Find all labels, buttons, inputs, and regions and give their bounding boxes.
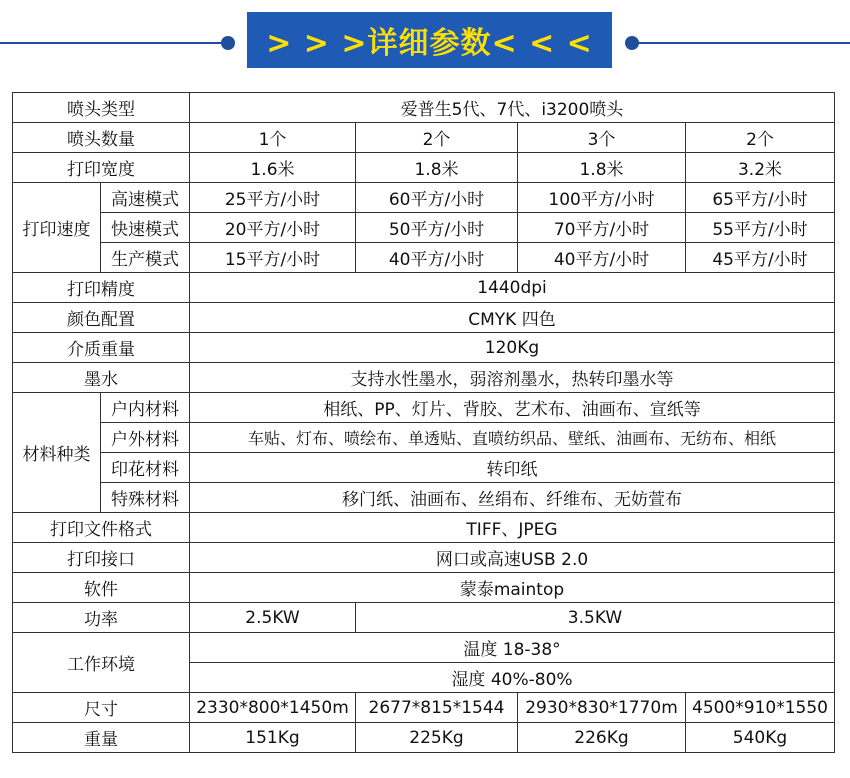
row-label-file-format: 打印文件格式: [13, 513, 190, 543]
speed-mode-label: 快速模式: [101, 213, 190, 243]
weight-cell: 226Kg: [518, 723, 686, 753]
nozzle-count-cell: 3个: [518, 123, 686, 153]
row-label-print-speed: 打印速度: [13, 183, 101, 273]
row-label-precision: 打印精度: [13, 273, 190, 303]
software-value: 蒙泰maintop: [190, 573, 835, 603]
table-row: [13, 393, 835, 423]
row-label-software: 软件: [13, 573, 190, 603]
print-width-cell: 1.6米: [190, 153, 356, 183]
table-row: [13, 93, 835, 123]
size-cell: 2930*830*1770m: [518, 693, 686, 723]
media-weight-value: 120Kg: [190, 333, 835, 363]
weight-cell: 540Kg: [686, 723, 835, 753]
table-row: [13, 123, 835, 153]
table-row: [13, 363, 835, 393]
table-row: [13, 543, 835, 573]
table-row: [13, 243, 835, 273]
material-type-label: 户外材料: [101, 423, 190, 453]
table-row: [13, 453, 835, 483]
size-cell: 2677*815*1544: [356, 693, 518, 723]
row-label-nozzle-count: 喷头数量: [13, 123, 190, 153]
table-row: [13, 513, 835, 543]
file-format-value: TIFF、JPEG: [190, 513, 835, 543]
row-label-materials: 材料种类: [13, 393, 101, 513]
power-cell: 2.5KW: [190, 603, 356, 633]
row-label-power: 功率: [13, 603, 190, 633]
material-type-label: 特殊材料: [101, 483, 190, 513]
row-label-ink: 墨水: [13, 363, 190, 393]
header-left-line: [0, 42, 225, 44]
table-row: [13, 213, 835, 243]
speed-cell: 15平方/小时: [190, 243, 356, 273]
row-label-interface: 打印接口: [13, 543, 190, 573]
print-width-cell: 1.8米: [356, 153, 518, 183]
speed-cell: 25平方/小时: [190, 183, 356, 213]
environment-humidity: 湿度 40%-80%: [190, 663, 835, 693]
row-label-media-weight: 介质重量: [13, 333, 190, 363]
table-row: [13, 183, 835, 213]
speed-cell: 60平方/小时: [356, 183, 518, 213]
speed-cell: 45平方/小时: [686, 243, 835, 273]
row-label-size: 尺寸: [13, 693, 190, 723]
row-label-color-config: 颜色配置: [13, 303, 190, 333]
material-value: 车贴、灯布、喷绘布、单透贴、直喷纺织品、壁纸、油画布、无纺布、相纸: [190, 423, 835, 453]
section-title: > > >详细参数< < <: [247, 12, 612, 68]
environment-temperature: 温度 18-38°: [190, 633, 835, 663]
material-value: 移门纸、油画布、丝绢布、纤维布、无妨萱布: [190, 483, 835, 513]
speed-cell: 20平方/小时: [190, 213, 356, 243]
table-row: [13, 723, 835, 753]
table-row: [13, 303, 835, 333]
nozzle-count-cell: 1个: [190, 123, 356, 153]
row-label-print-width: 打印宽度: [13, 153, 190, 183]
table-row: [13, 423, 835, 453]
speed-cell: 40平方/小时: [356, 243, 518, 273]
color-config-value: CMYK 四色: [190, 303, 835, 333]
speed-mode-label: 高速模式: [101, 183, 190, 213]
table-row: [13, 153, 835, 183]
table-row: [13, 273, 835, 303]
header-right-line: [636, 42, 850, 44]
row-label-environment: 工作环境: [13, 633, 190, 693]
table-row: [13, 603, 835, 633]
speed-cell: 50平方/小时: [356, 213, 518, 243]
speed-cell: 70平方/小时: [518, 213, 686, 243]
row-label-nozzle-type: 喷头类型: [13, 93, 190, 123]
weight-cell: 225Kg: [356, 723, 518, 753]
spec-table: [12, 92, 835, 753]
table-row: [13, 483, 835, 513]
section-header: [0, 0, 850, 80]
material-type-label: 印花材料: [101, 453, 190, 483]
interface-value: 网口或高速USB 2.0: [190, 543, 835, 573]
nozzle-count-cell: 2个: [356, 123, 518, 153]
row-label-weight: 重量: [13, 723, 190, 753]
table-row: [13, 693, 835, 723]
speed-cell: 40平方/小时: [518, 243, 686, 273]
speed-cell: 65平方/小时: [686, 183, 835, 213]
table-row: [13, 333, 835, 363]
weight-cell: 151Kg: [190, 723, 356, 753]
nozzle-count-cell: 2个: [686, 123, 835, 153]
nozzle-type-value: 爱普生5代、7代、i3200喷头: [190, 93, 835, 123]
precision-value: 1440dpi: [190, 273, 835, 303]
ink-value: 支持水性墨水，弱溶剂墨水，热转印墨水等: [190, 363, 835, 393]
print-width-cell: 1.8米: [518, 153, 686, 183]
speed-cell: 100平方/小时: [518, 183, 686, 213]
print-width-cell: 3.2米: [686, 153, 835, 183]
material-value: 转印纸: [190, 453, 835, 483]
table-row: [13, 633, 835, 663]
table-row: [13, 573, 835, 603]
material-type-label: 户内材料: [101, 393, 190, 423]
power-cell: 3.5KW: [356, 603, 835, 633]
size-cell: 4500*910*1550: [686, 693, 835, 723]
size-cell: 2330*800*1450m: [190, 693, 356, 723]
speed-mode-label: 生产模式: [101, 243, 190, 273]
header-left-dot: [221, 36, 235, 50]
speed-cell: 55平方/小时: [686, 213, 835, 243]
material-value: 相纸、PP、灯片、背胶、艺术布、油画布、宣纸等: [190, 393, 835, 423]
